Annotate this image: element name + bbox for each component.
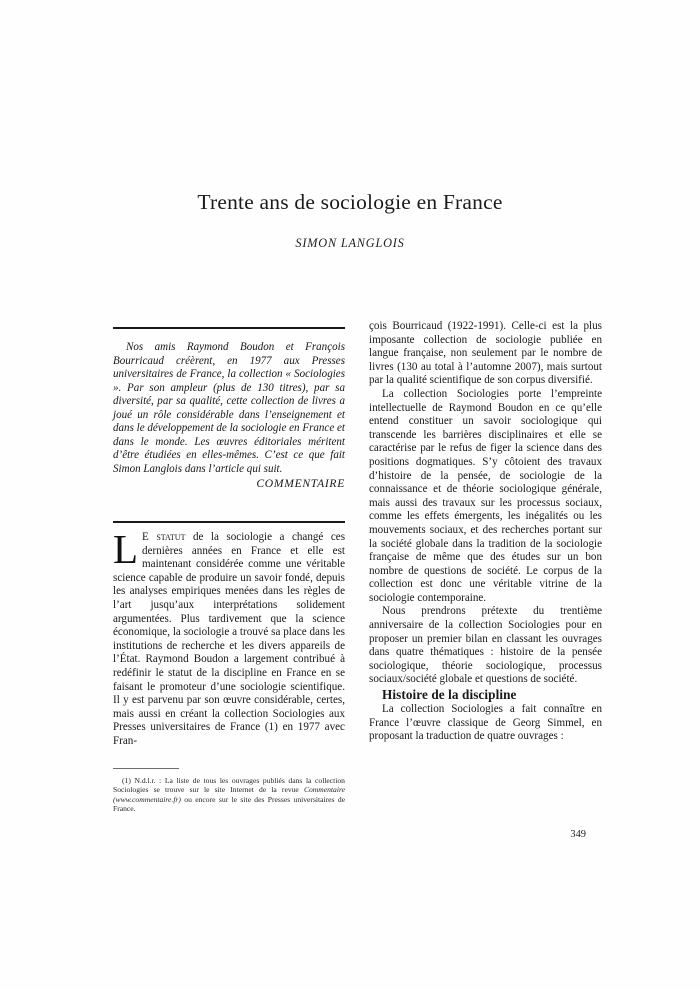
abstract-rule-top	[113, 327, 345, 329]
body-column-right	[369, 320, 602, 744]
footnote-separator	[113, 768, 179, 769]
footnote-label: N.d.l.r. :	[134, 776, 165, 785]
right-paragraph-1: çois Bourricaud (1922-1991). Celle-ci est la plus imposante collection de sociologie publiée en langue française, non seulement par le nombre de livres (130 au total à l’automne 2007), mais surtout par la qualité scientifique de son corpus diversifié.	[369, 320, 602, 387]
right-paragraph-4: La collection Sociologies a fait connaître en France l’œuvre classique de Georg Simmel, en proposant la traduction de quatre ouvrages :	[369, 703, 602, 743]
author-byline: SIMON LANGLOIS	[295, 236, 405, 250]
footnote-body-1: La liste de tous les ouvrages publiés dans la collection Sociologies se trouve sur le site Internet de la revue	[113, 776, 345, 795]
footnote-marker: (1)	[122, 776, 135, 785]
section-heading-histoire: Histoire de la discipline	[382, 687, 517, 703]
drop-cap: L	[113, 526, 139, 572]
abstract-signature: COMMENTAIRE	[256, 477, 345, 490]
footnote-block	[113, 776, 345, 814]
left-paragraph-1-rest: de la sociologie a changé ces dernières années en France et elle est maintenant considérée comme une véritable science capable de produire un savoir fondé, depuis les analyses empiriques menées dans les règles de l’art jusqu’aux interprétations solidement argumentées. Plus tardivement que la science économique, la sociologie a trouvé sa place dans les institutions de recherche et les divers appareils de l’État. Raymond Boudon a largement contribué à redéfinir le statut de la discipline en France en se faisant le promoteur d’une sociologie scientifique. Il y est parvenu par son œuvre considérable, certes, mais aussi en créant la collection Sociologies aux Presses universitaires de France (1) en 1977 avec Fran-	[113, 531, 346, 747]
footnote-journal-name: Commentaire	[303, 785, 345, 795]
body-column-left	[113, 526, 346, 749]
right-paragraph-3: Nous prendrons prétexte du trentième anniversaire de la collection Sociologies pour en proposer un premier bilan en classant les ouvrages dans quatre thématiques : histoire de la pensée sociologique, théorie sociologique, processus sociaux/société globale et questions de société.	[369, 605, 602, 686]
lead-smallcaps: E statut	[142, 531, 186, 543]
abstract-rule-bottom	[113, 521, 345, 523]
footnote-text	[113, 776, 345, 814]
footnote-body-2: ou encore sur le site des Presses universitaires de France.	[113, 794, 345, 814]
footnote-url: (www.commentaire.fr)	[113, 794, 181, 804]
page-title: Trente ans de sociologie en France	[197, 190, 503, 215]
left-paragraph-1	[113, 526, 346, 749]
abstract-block	[113, 341, 345, 491]
right-paragraph-2: La collection Sociologies porte l’empreinte intellectuelle de Raymond Boudon en ce qu’elle entend constituer un savoir sociologique qui transcende les barrières disciplinaires et elle se caractérise par le refus de figer la science dans des positions dogmatiques. S’y côtoient des travaux d’histoire de la pensée, de sociologie de la connaissance et de théorie sociologique générale, mais aussi des travaux sur les processus sociaux, comme les effets émergents, les inégalités ou les mouvements sociaux, et des recherches portant sur la société globale dans la tradition de la sociologie française de même que des études sur un bon nombre de questions de société. Le corpus de la collection est donc une véritable vitrine de la sociologie contemporaine.	[369, 387, 602, 604]
page-folio: 349	[570, 829, 586, 840]
abstract-text: Nos amis Raymond Boudon et François Bourricaud créèrent, en 1977 aux Presses universitaires de France, la collection « Sociologies ». Par son ampleur (plus de 130 titres), par sa diversité, par sa qualité, cette collection de livres a joué un rôle considérable dans l’enseignement et dans le développement de la sociologie en France et dans le monde. Les œuvres éditoriales méritent d’être étudiées en elles-mêmes. C’est ce que fait Simon Langlois dans l’article qui suit.	[113, 341, 345, 475]
